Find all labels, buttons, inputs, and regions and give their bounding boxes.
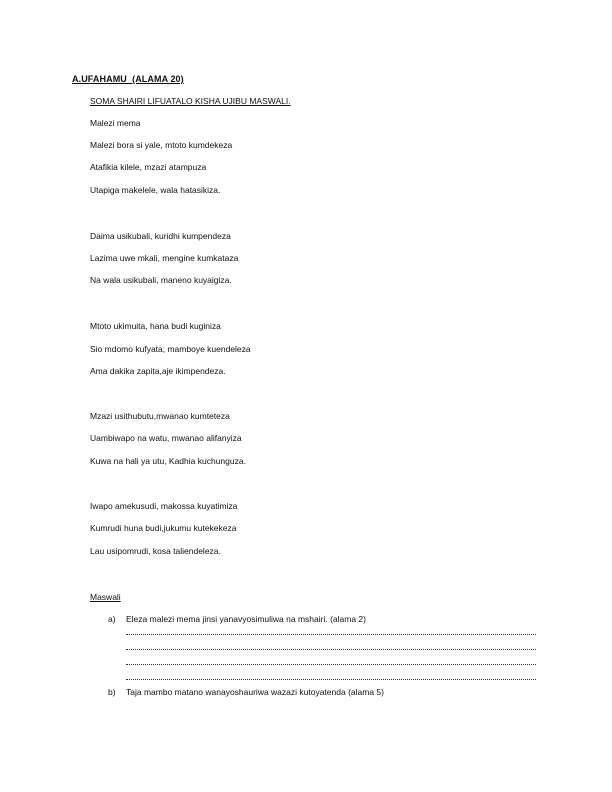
poem-line: Atafikia kilele, mzazi atampuza [90,162,207,172]
poem-line: Kuwa na hali ya utu, Kadhia kuchunguza. [90,456,246,466]
question-text: Eleza malezi mema jinsi yanavyosimuliwa na mshairi. (alama 2) [126,614,366,624]
poem-line: Mtoto ukimuita, hana budi kuginiza [90,321,221,331]
answer-line[interactable] [126,649,536,650]
poem-line: Sio mdomo kufyata, mamboye kuendeleza [90,344,251,354]
poem-line: Daima usikubali, kuridhi kumpendeza [90,231,231,241]
poem-line: Lazima uwe mkali, mengine kumkataza [90,253,239,263]
poem-line: Lau usipomrudi, kosa taliendeleza. [90,546,221,556]
question-text: Taja mambo matano wanayoshauriwa wazazi kutoyatenda (alama 5) [126,687,384,697]
instruction: SOMA SHAIRI LIFUATALO KISHA UJIBU MASWALI. [90,96,291,106]
answer-line[interactable] [126,679,536,680]
poem-line: Uambiwapo na watu, mwanao alifanyiza [90,433,242,443]
poem-line: Malezi bora si yale, mtoto kumdekeza [90,140,233,150]
poem-line: Ama dakika zapita,aje ikimpendeza. [90,366,226,376]
poem-title: Malezi mema [90,118,141,128]
poem-line: Utapiga makelele, wala hatasikiza. [90,185,221,195]
poem-line: Mzazi usithubutu,mwanao kumteteza [90,411,230,421]
question-letter: a) [108,614,116,624]
poem-line: Kumrudi huna budi,jukumu kutekekeza [90,523,237,533]
poem-line: Na wala usikubali, maneno kuyaigiza. [90,275,232,285]
poem-line: Iwapo amekusudi, makossa kuyatimiza [90,501,238,511]
answer-line[interactable] [126,634,536,635]
question-letter: b) [108,687,116,697]
questions-title: Maswali [90,592,121,602]
answer-line[interactable] [126,664,536,665]
section-heading: A.UFAHAMU (ALAMA 20) [72,74,184,84]
